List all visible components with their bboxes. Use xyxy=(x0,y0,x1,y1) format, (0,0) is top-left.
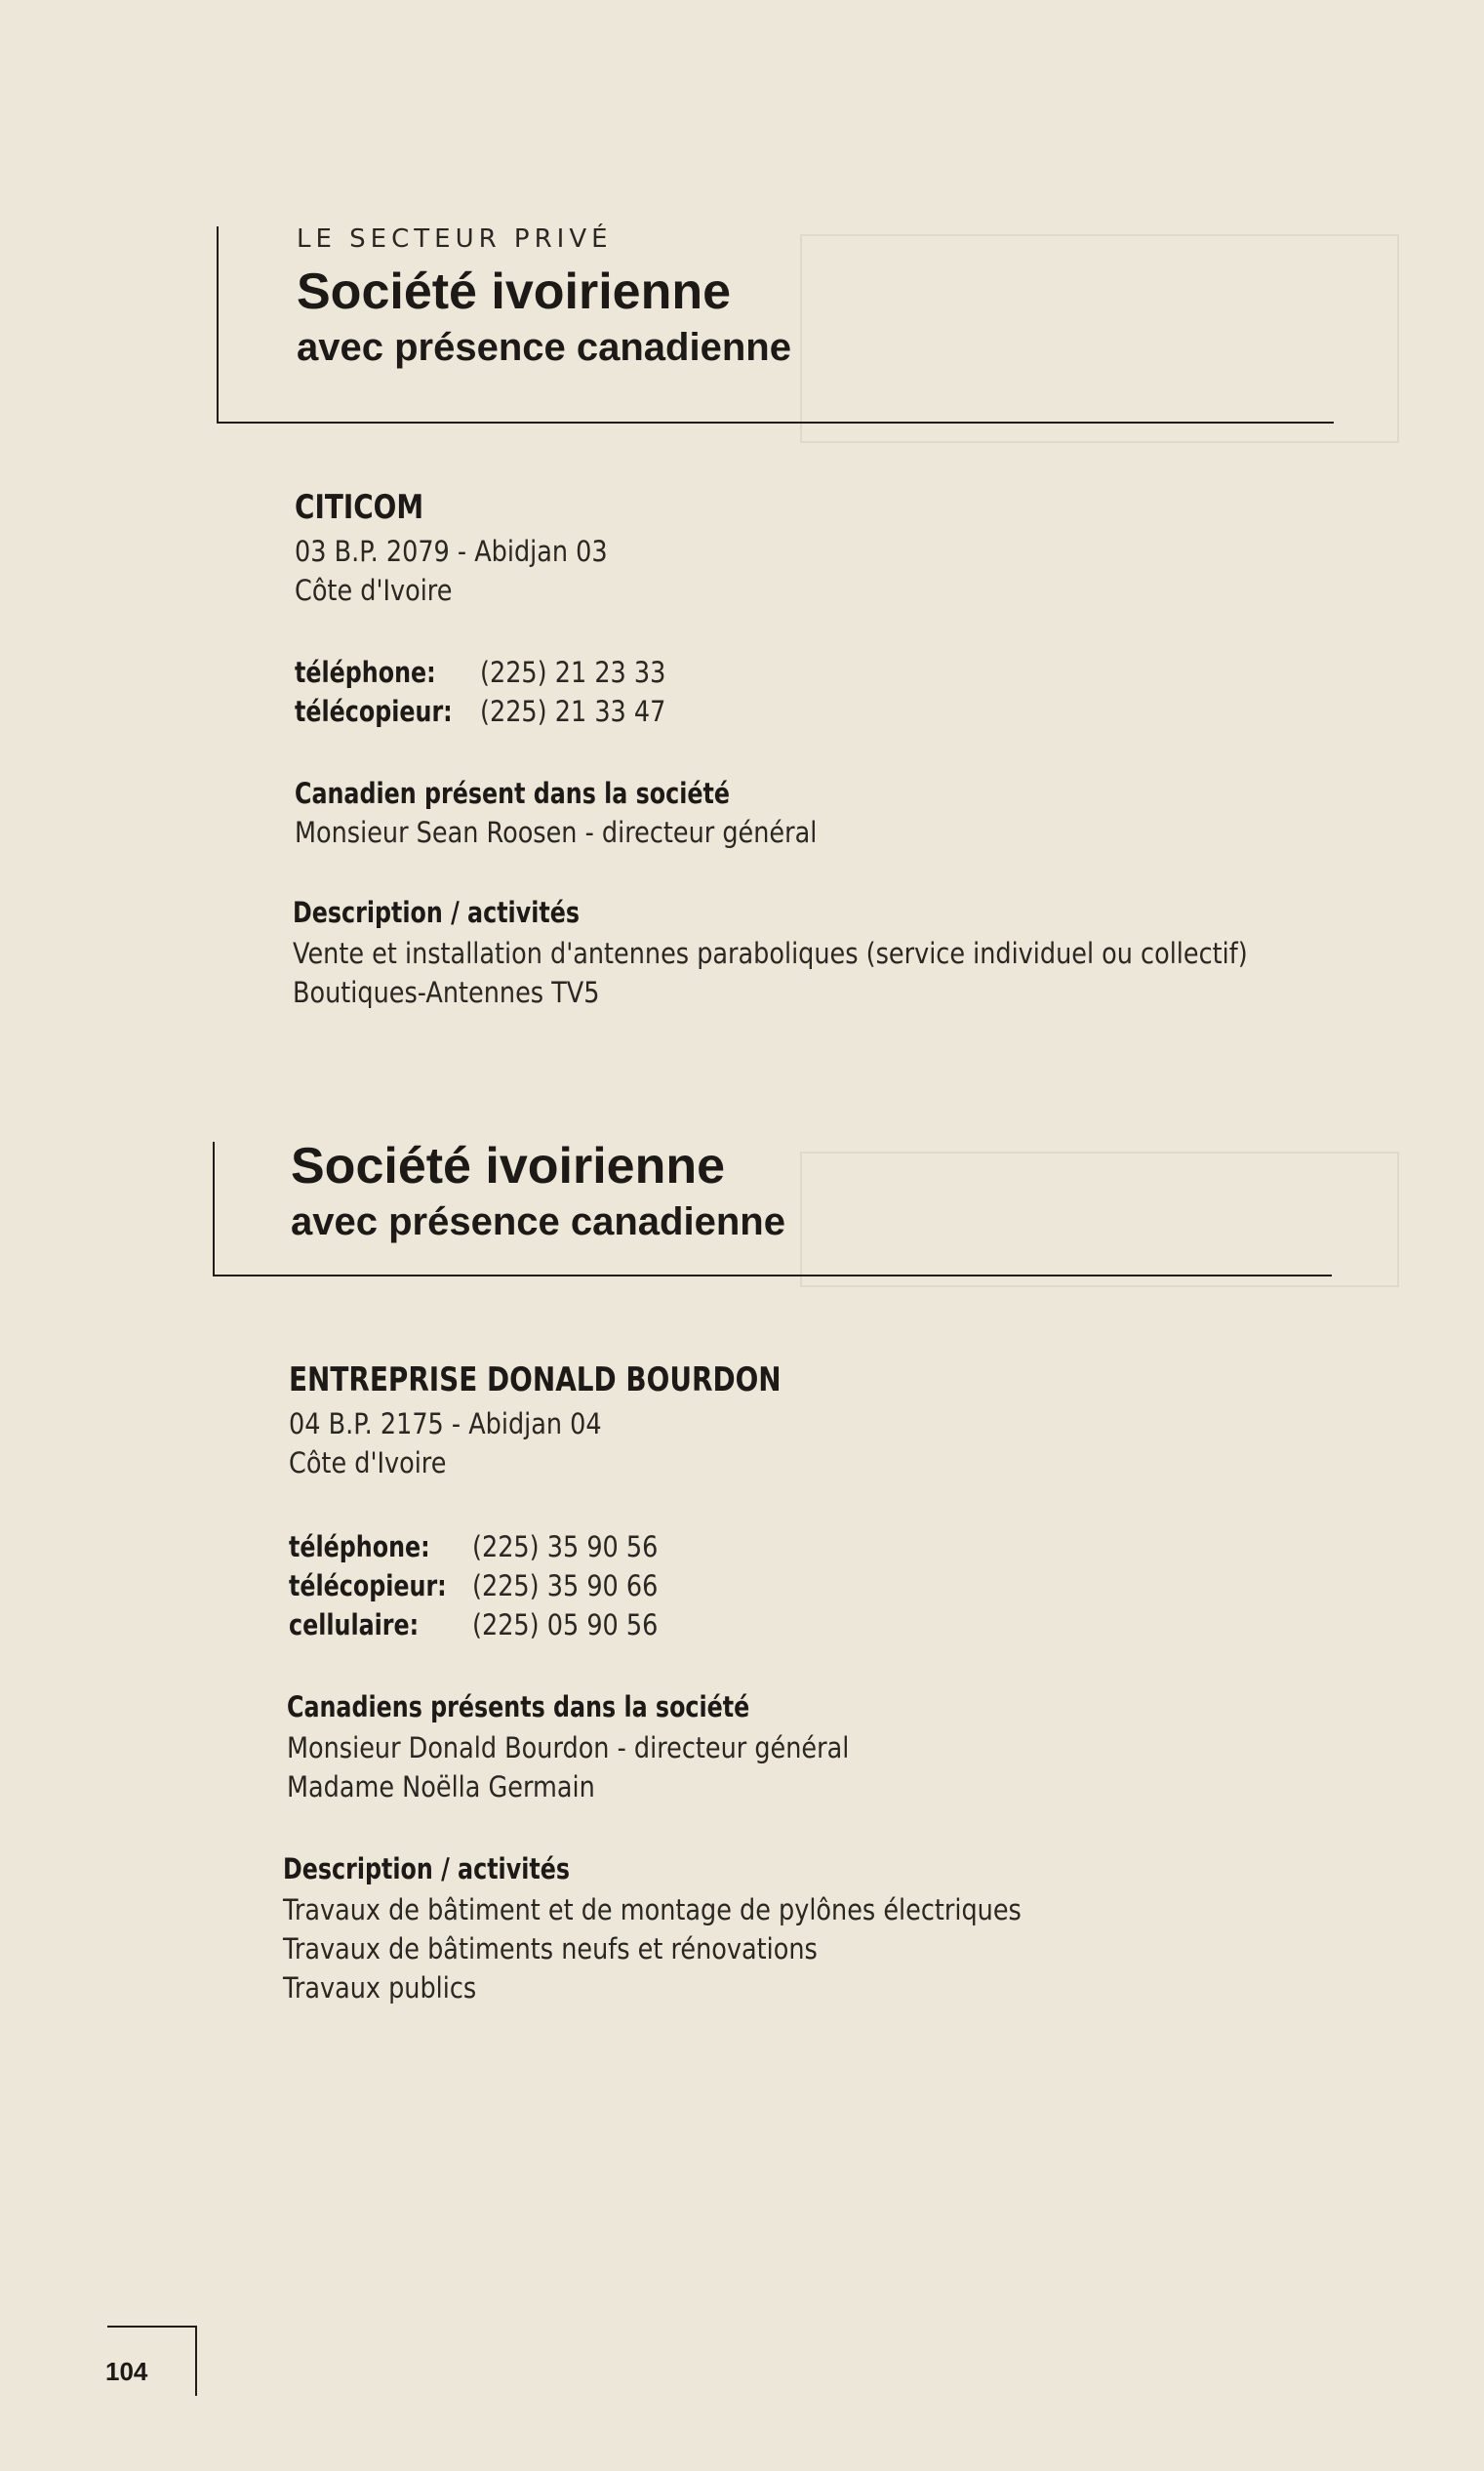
activity-item: Vente et installation d'antennes paraboliques (service individuel ou collectif) xyxy=(293,937,1248,970)
activities-heading: Description / activités xyxy=(293,896,581,929)
section-header-frame-1 xyxy=(217,226,1334,424)
contact-value: (225) 35 90 66 xyxy=(472,1569,659,1602)
address-line: Côte d'Ivoire xyxy=(289,1446,447,1479)
section-subtitle-1: avec présence canadienne xyxy=(297,326,791,369)
activity-item: Travaux de bâtiments neufs et rénovations xyxy=(283,1932,818,1965)
contact-value: (225) 35 90 56 xyxy=(472,1530,659,1563)
canadians-heading: Canadiens présents dans la société xyxy=(287,1690,750,1723)
contact-label: télécopieur: xyxy=(289,1569,447,1602)
section-label: LE SECTEUR PRIVÉ xyxy=(297,224,613,254)
activity-item: Boutiques-Antennes TV5 xyxy=(293,976,600,1009)
section-title-2: Société ivoirienne xyxy=(291,1138,726,1195)
contact-label: téléphone: xyxy=(295,656,436,689)
address-line: Côte d'Ivoire xyxy=(295,574,453,607)
address-line: 03 B.P. 2079 - Abidjan 03 xyxy=(295,535,608,568)
contact-value: (225) 21 23 33 xyxy=(480,656,666,689)
contact-label: cellulaire: xyxy=(289,1608,420,1641)
page-number: 104 xyxy=(105,2357,148,2386)
section-subtitle-2: avec présence canadienne xyxy=(291,1200,785,1243)
canadians-heading: Canadien présent dans la société xyxy=(295,777,731,810)
contact-value: (225) 05 90 56 xyxy=(472,1608,659,1641)
activity-item: Travaux publics xyxy=(283,1971,477,2005)
canadian-person: Madame Noëlla Germain xyxy=(287,1770,595,1803)
contact-label: télécopieur: xyxy=(295,695,453,728)
contact-label: téléphone: xyxy=(289,1530,430,1563)
canadian-person: Monsieur Donald Bourdon - directeur général xyxy=(287,1731,850,1764)
activities-heading: Description / activités xyxy=(283,1852,571,1885)
company-name-citicom: CITICOM xyxy=(295,488,424,527)
company-name-bourdon: ENTREPRISE DONALD BOURDON xyxy=(289,1360,782,1399)
activity-item: Travaux de bâtiment et de montage de pylônes électriques xyxy=(283,1893,1022,1926)
address-line: 04 B.P. 2175 - Abidjan 04 xyxy=(289,1407,602,1440)
contact-value: (225) 21 33 47 xyxy=(480,695,666,728)
canadian-person: Monsieur Sean Roosen - directeur général xyxy=(295,816,818,849)
section-title-1: Société ivoirienne xyxy=(297,263,732,320)
